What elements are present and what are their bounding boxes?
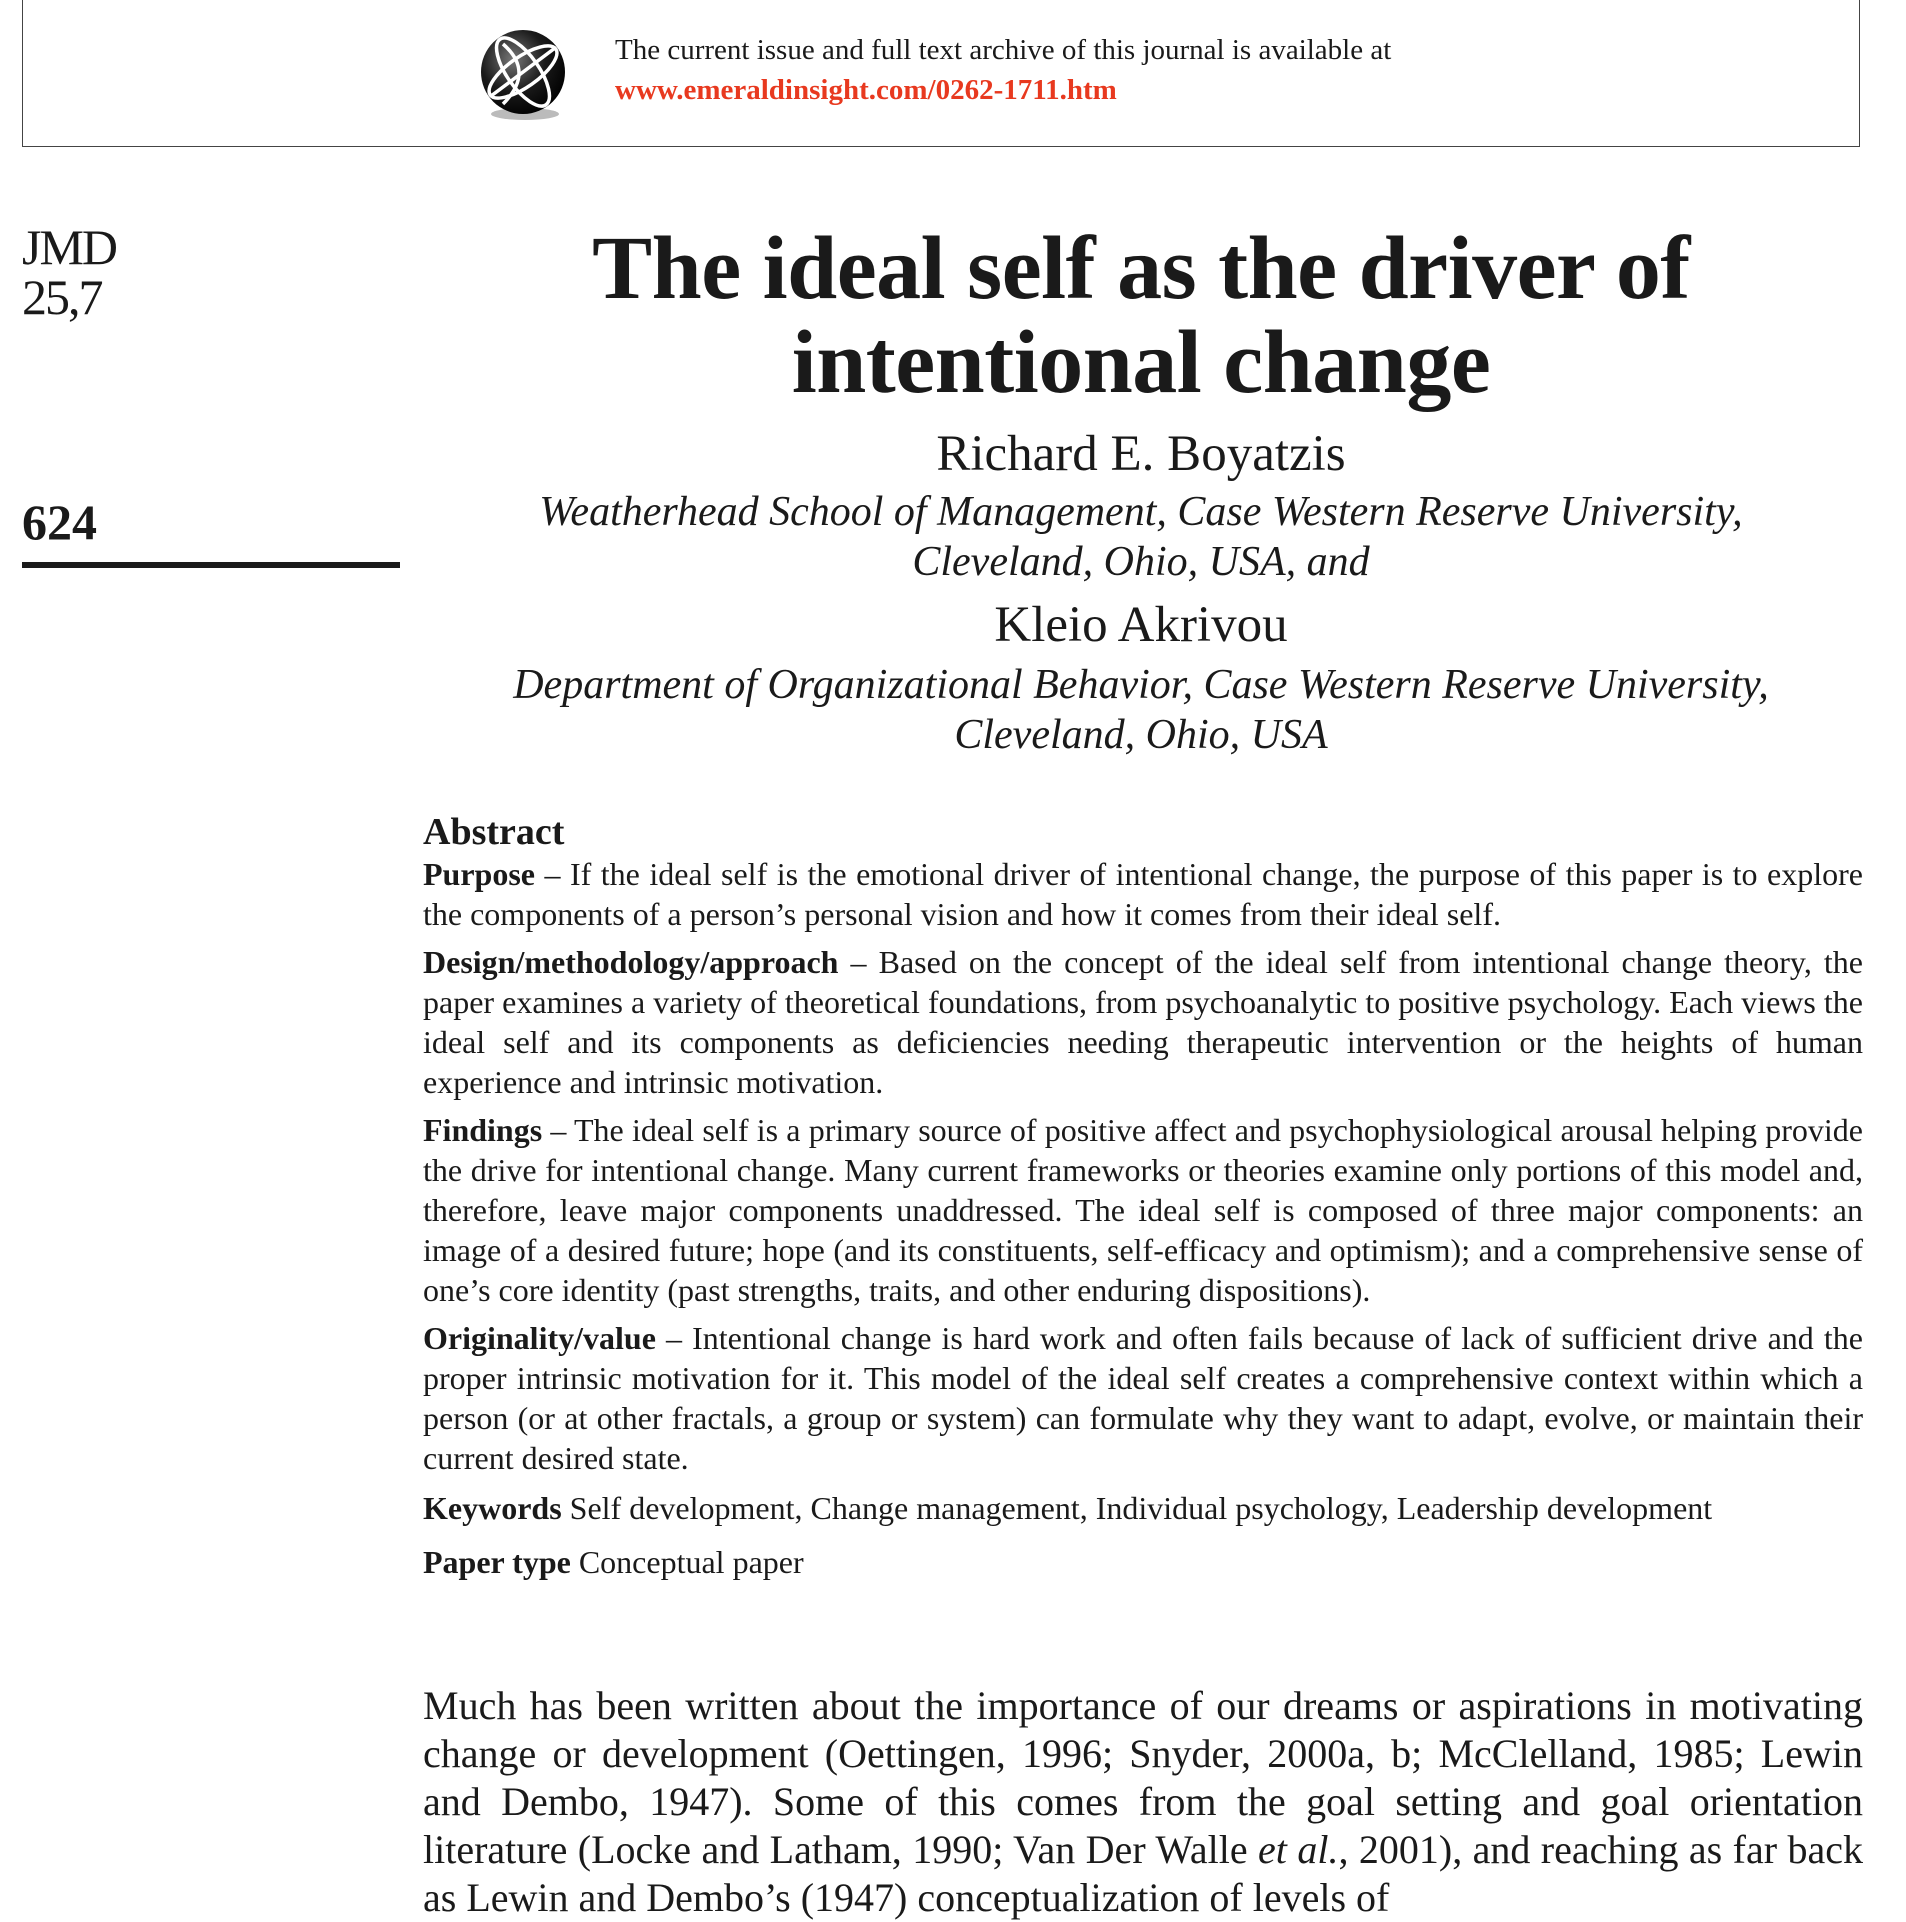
- volume-issue: 25,7: [22, 269, 102, 325]
- page-number: 624: [22, 494, 97, 550]
- section-label: Findings: [423, 1112, 543, 1148]
- keywords-text: Self development, Change management, Individual psychology, Leadership development: [561, 1490, 1713, 1526]
- title-line-2: intentional change: [791, 313, 1491, 412]
- journal-banner: [22, 0, 1860, 147]
- abstract-originality: [423, 1318, 1863, 1478]
- globe-logo-icon: [473, 24, 573, 124]
- section-label: Purpose: [423, 856, 535, 892]
- banner-text: [615, 30, 1391, 110]
- affiliation-line: Cleveland, Ohio, USA: [954, 712, 1328, 758]
- author-affiliation: [422, 487, 1860, 587]
- journal-abbrev: JMD: [22, 219, 117, 275]
- abstract-heading: Abstract: [423, 811, 565, 853]
- keywords-label: Keywords: [423, 1490, 562, 1526]
- section-text: – If the ideal self is the emotional driver of intentional change, the purpose of this paper is to explore the components of a person’s personal vision and how it comes from their ideal self.: [423, 856, 1863, 932]
- abstract-findings: [423, 1110, 1863, 1310]
- keywords: [423, 1488, 1863, 1528]
- paper-type-label: Paper type: [423, 1544, 571, 1580]
- affiliation-line: Department of Organizational Behavior, Case Western Reserve University,: [513, 662, 1769, 708]
- margin-divider: [22, 562, 400, 568]
- section-label: Originality/value: [423, 1320, 656, 1356]
- section-text: – Based on the concept of the ideal self from intentional change theory, the paper examines a variety of theoretical foundations, from psychoanalytic to positive psychology. Each views the ideal self and its components as deficiencies needing therapeutic intervention or the heights of human experience and intrinsic motivation.: [423, 944, 1863, 1100]
- section-text: – The ideal self is a primary source of positive affect and psychophysiological arousal helping provide the drive for intentional change. Many current frameworks or theories examine only portions of this model and, therefore, leave major components unaddressed. The ideal self is composed of three major components: an image of a desired future; hope (and its constituents, self-efficacy and optimism); and a comprehensive sense of one’s core identity (past strengths, traits, and other enduring dispositions).: [423, 1112, 1863, 1308]
- author-name: Richard E. Boyatzis: [936, 426, 1346, 482]
- article-title: [422, 219, 1860, 412]
- affiliation-line: Weatherhead School of Management, Case Western Reserve University,: [539, 489, 1743, 535]
- abstract: [423, 812, 1863, 1582]
- section-label: Design/methodology/approach: [423, 944, 839, 980]
- journal-url-link[interactable]: www.emeraldinsight.com/0262-1711.htm: [615, 74, 1117, 106]
- author-affiliation: [422, 660, 1860, 760]
- body-text: Much has been written about the importance of our dreams or aspirations in motivating change or development (Oettingen, 1996; Snyder, 2000a, b; McClelland, 1985; Lewin and Dembo, 1947). Some of this comes from the goal setting and goal orientation literature (Locke and Latham, 1990; Van Der Walle: [423, 1683, 1863, 1872]
- paper-type: [423, 1542, 1863, 1582]
- abstract-purpose: [423, 854, 1863, 934]
- title-line-1: The ideal self as the driver of: [592, 219, 1690, 318]
- abstract-design: [423, 942, 1863, 1102]
- body-italic: et al.: [1258, 1827, 1339, 1872]
- body-paragraph: [423, 1682, 1863, 1922]
- banner-line: The current issue and full text archive of this journal is available at: [615, 34, 1392, 66]
- paper-type-text: Conceptual paper: [570, 1544, 804, 1580]
- affiliation-line: Cleveland, Ohio, USA, and: [912, 539, 1370, 585]
- author-name: Kleio Akrivou: [994, 597, 1288, 653]
- journal-volume-label: [22, 219, 117, 325]
- section-text: – Intentional change is hard work and often fails because of lack of sufficient drive and the proper intrinsic motivation for it. This model of the ideal self creates a comprehensive context within which a person (or at other fractals, a group or system) can formulate why they want to adapt, evolve, or maintain their current desired state.: [423, 1320, 1863, 1476]
- body-text: , 2001), and reaching as far back as Lewin and Dembo’s (1947) conceptualization of levels of: [423, 1827, 1863, 1920]
